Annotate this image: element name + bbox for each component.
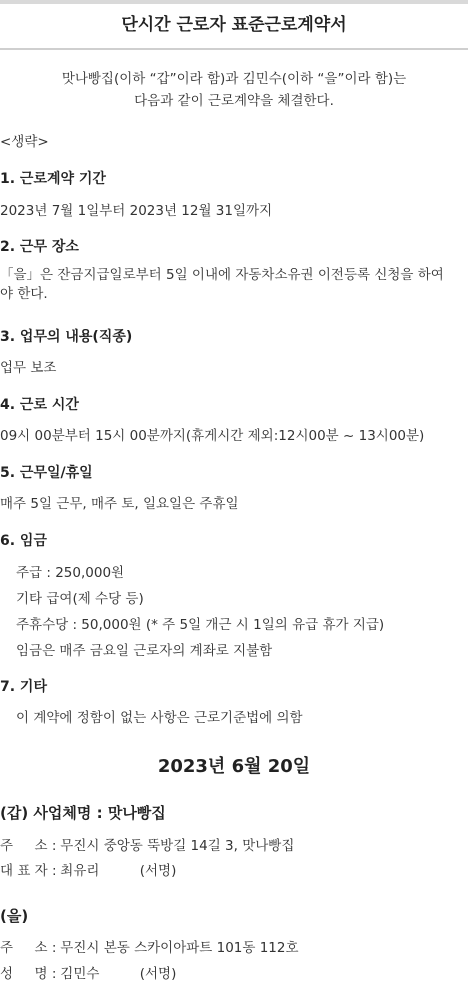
wage-weekly: 주급 : 250,000원	[16, 565, 125, 581]
employee-name: 김민수	[60, 966, 100, 982]
wage-holiday-allowance: 주휴수당 : 50,000원 (* 주 5일 개근 시 1일의 유급 휴가 지급)	[16, 617, 385, 633]
section-2-text: 「을」은 잔금지급일로부터 5일 이내에 자동차소유권 이전등록 신청을 하여야 한다.	[0, 267, 444, 302]
employee-signature: (서명)	[139, 966, 177, 982]
employer-address-row	[0, 834, 294, 854]
section-4-heading: 4. 근로 시간	[0, 397, 79, 413]
employer-rep-name: 최유리	[60, 863, 100, 879]
intro-paragraph	[0, 68, 468, 112]
employee-heading: (을)	[0, 907, 29, 925]
section-4-text: 09시 00분부터 15시 00분까지(휴게시간 제외:12시00분 ~ 13시00분)	[0, 428, 425, 444]
employer-heading: (갑) 사업체명 : 맛나빵집	[0, 804, 166, 822]
employee-name-label: 성 명 :	[0, 966, 57, 982]
employee-name-row	[0, 962, 176, 982]
section-6-heading: 6. 임금	[0, 533, 47, 549]
section-7-heading: 7. 기타	[0, 679, 47, 695]
section-5-text: 매주 5일 근무, 매주 토, 일요일은 주휴일	[0, 496, 239, 512]
section-5-heading: 5. 근무일/휴일	[0, 465, 93, 481]
wage-other: 기타 급여(제 수당 등)	[16, 591, 144, 607]
employer-address-label: 주 소 :	[0, 838, 57, 854]
intro-line-1: 맛나빵집(이하 “갑”이라 함)과 김민수(이하 “을”이라 함)는	[61, 71, 407, 87]
employee-address-row	[0, 936, 299, 956]
section-3-heading: 3. 업무의 내용(직종)	[0, 329, 133, 345]
employer-signature: (서명)	[139, 863, 177, 879]
employee-address: 무진시 본동 스카이아파트 101동 112호	[60, 940, 299, 956]
section-1-text: 2023년 7월 1일부터 2023년 12월 31일까지	[0, 203, 273, 219]
wage-payment-method: 임금은 매주 금요일 근로자의 계좌로 지불함	[16, 643, 273, 659]
intro-line-2: 다음과 같이 근로계약을 체결한다.	[134, 93, 334, 109]
document-title: 단시간 근로자 표준근로계약서	[0, 4, 468, 50]
section-2-heading: 2. 근무 장소	[0, 239, 79, 255]
employer-rep-label: 대 표 자 :	[0, 863, 57, 879]
employer-address: 무진시 중앙동 뚝방길 14길 3, 맛나빵집	[60, 838, 295, 854]
omitted-note: <생략>	[0, 134, 49, 150]
employer-rep-row	[0, 859, 176, 879]
section-7-text: 이 계약에 정함이 없는 사항은 근로기준법에 의함	[16, 710, 303, 726]
section-1-heading: 1. 근로계약 기간	[0, 171, 106, 187]
employee-address-label: 주 소 :	[0, 940, 57, 956]
contract-date: 2023년 6월 20일	[157, 756, 311, 777]
section-3-text: 업무 보조	[0, 360, 57, 376]
